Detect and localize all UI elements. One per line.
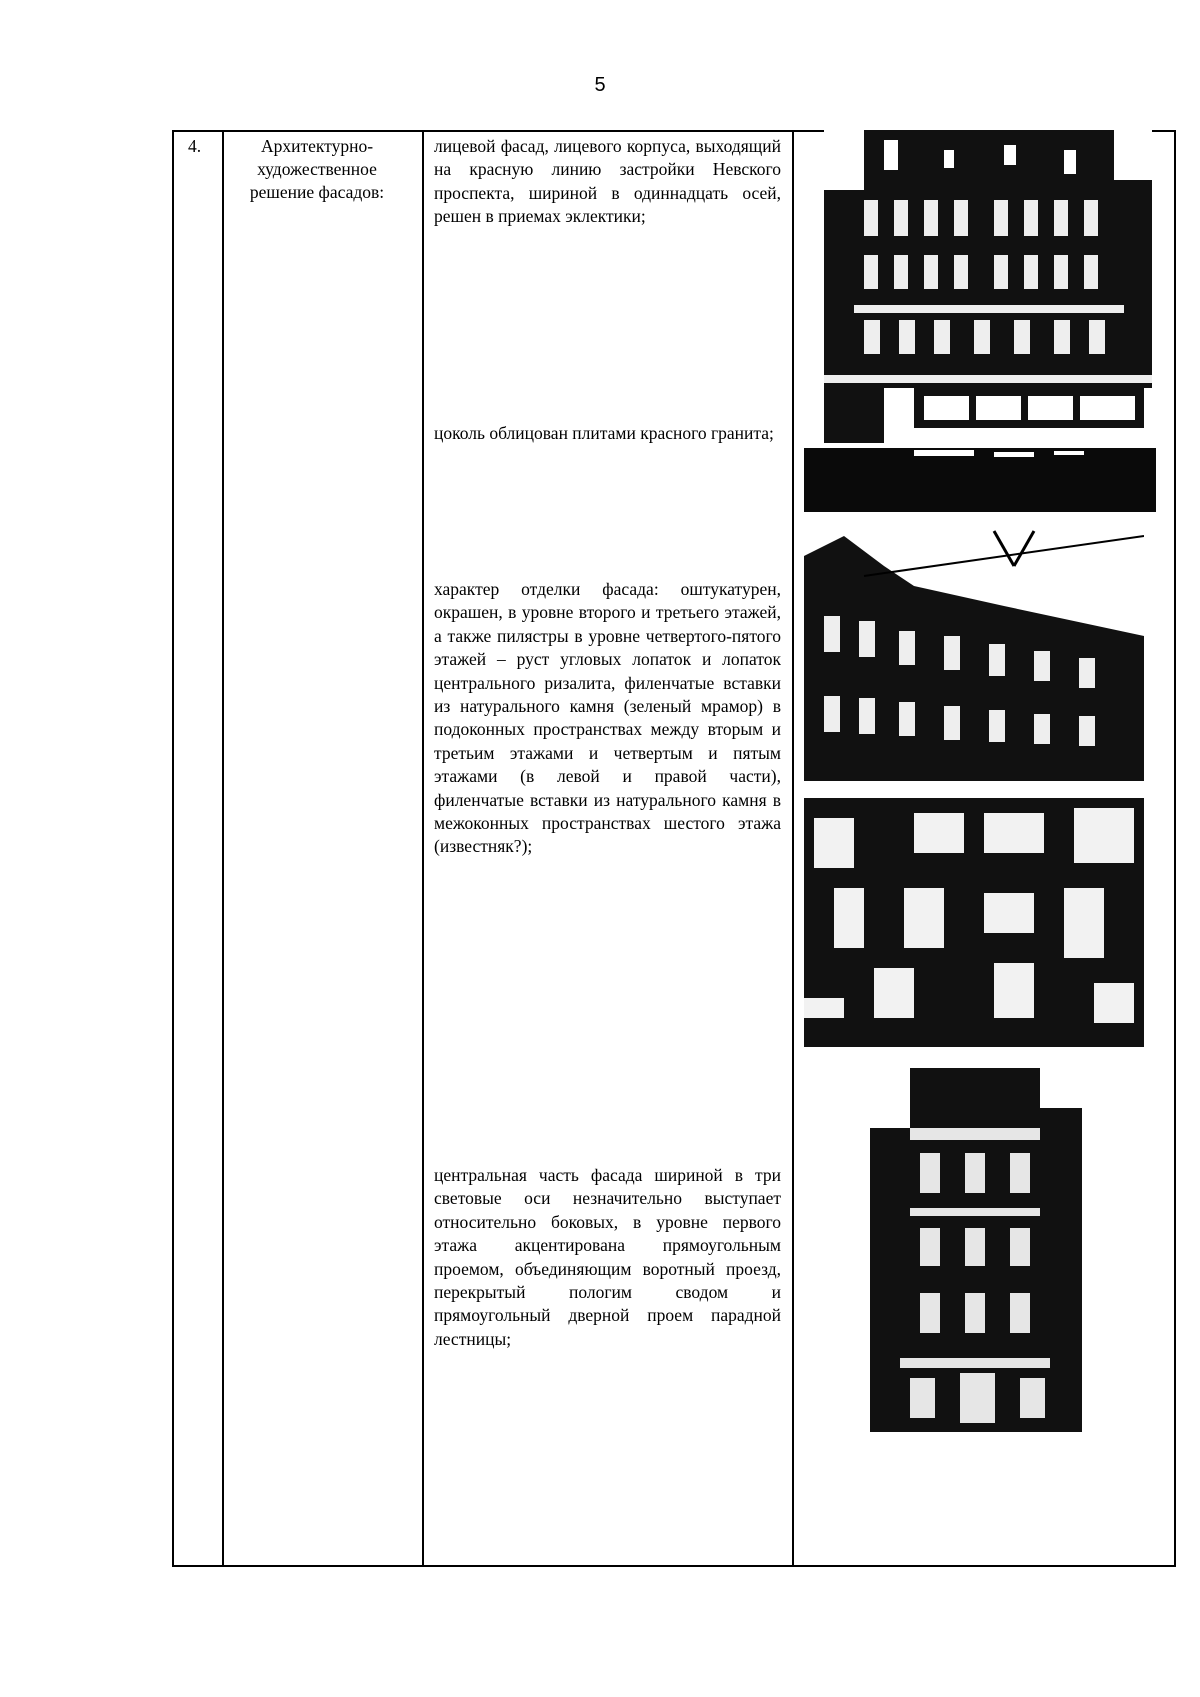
stone-inserts-photo xyxy=(804,798,1144,1047)
plinth-photo xyxy=(804,388,1156,512)
page-number: 5 xyxy=(594,74,606,96)
row-name: Архитектурно-художественное решение фасадов: xyxy=(249,136,385,202)
row-number: 4. xyxy=(188,136,202,156)
item-main-facade: лицевой фасад, лицевого корпуса, выходящий на красную линию застройки Невского проспекта, шириной в одиннадцать осей, решен в приемах эклектики; xyxy=(434,136,781,227)
item-finish: характер отделки фасада: оштукатурен, окрашен, в уровне второго и третьего этажей, а также пилястры в уровне четвертого-пятого этажей – руст угловых лопаток и лопаток центрального ризалита, филенчатые вставки из натурального камня (зеленый мрамор) в подоконных пространствах между вторым и третьим этажами и четвертым и пятым этажами (в левой и правой части), филенчатые вставки из натурального камня в межоконных пространствах шестого этажа (известняк?); xyxy=(434,579,781,857)
column-divider xyxy=(422,132,424,1565)
column-divider xyxy=(222,132,224,1565)
facade-photo xyxy=(824,130,1152,395)
finish-photo xyxy=(804,526,1144,781)
description-table xyxy=(172,130,1176,1567)
central-part-photo xyxy=(870,1068,1082,1432)
column-divider xyxy=(792,132,794,1565)
item-plinth: цоколь облицован плитами красного гранита; xyxy=(434,423,774,443)
item-central-part: центральная часть фасада шириной в три световые оси незначительно выступает относительно боковых, в уровне первого этажа акцентирована прямоугольным проемом, объединяющим воротный проезд, перекрытый пологим сводом и прямоугольный дверной проем парадной лестницы; xyxy=(434,1165,781,1349)
